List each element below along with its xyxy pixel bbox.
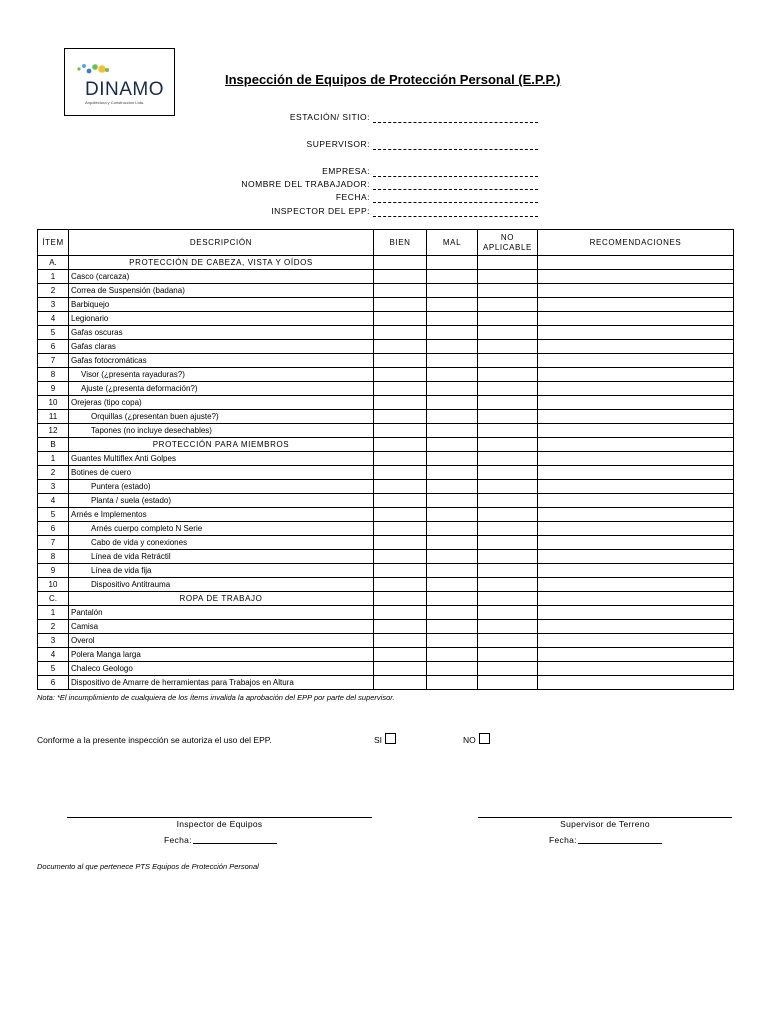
recomendaciones-cell[interactable] xyxy=(538,368,734,382)
item-number: 10 xyxy=(38,578,69,592)
no-checkbox[interactable] xyxy=(479,733,490,744)
bien-cell[interactable] xyxy=(374,354,427,368)
item-number: 6 xyxy=(38,340,69,354)
footer-document-ref: Documento al que pertenece PTS Equipos de Protección Personal xyxy=(37,862,259,871)
item-description: Cabo de vida y conexiones xyxy=(69,536,374,550)
table-row xyxy=(38,508,734,522)
item-number: 8 xyxy=(38,368,69,382)
item-number: 4 xyxy=(38,648,69,662)
item-description: Dispositivo de Amarre de herramientas para Trabajos en Altura xyxy=(69,676,374,690)
field-fecha[interactable] xyxy=(160,192,533,204)
table-row xyxy=(38,410,734,424)
field-label: NOMBRE DEL TRABAJADOR: xyxy=(241,179,370,189)
no-aplicable-cell[interactable] xyxy=(478,676,538,690)
table-row xyxy=(38,424,734,438)
no-aplicable-cell[interactable] xyxy=(478,284,538,298)
empty-cell xyxy=(374,438,427,452)
section-code: B xyxy=(38,438,69,452)
item-description: Orejeras (tipo copa) xyxy=(69,396,374,410)
no-aplicable-cell[interactable] xyxy=(478,424,538,438)
no-aplicable-cell[interactable] xyxy=(478,480,538,494)
mal-cell[interactable] xyxy=(427,354,478,368)
item-number: 6 xyxy=(38,522,69,536)
empty-cell xyxy=(427,438,478,452)
recomendaciones-cell[interactable] xyxy=(538,536,734,550)
item-number: 9 xyxy=(38,382,69,396)
inspector-signature-line[interactable] xyxy=(67,817,372,818)
item-description: Casco (carcaza) xyxy=(69,270,374,284)
bien-cell[interactable] xyxy=(374,410,427,424)
item-number: 1 xyxy=(38,270,69,284)
no-aplicable-cell[interactable] xyxy=(478,606,538,620)
item-description: Ajuste (¿presenta deformación?) xyxy=(69,382,374,396)
no-aplicable-cell[interactable] xyxy=(478,466,538,480)
no-aplicable-line1: NO xyxy=(500,232,515,242)
mal-cell[interactable] xyxy=(427,452,478,466)
recomendaciones-cell[interactable] xyxy=(538,396,734,410)
item-description: Barbiquejo xyxy=(69,298,374,312)
table-row xyxy=(38,354,734,368)
empty-cell xyxy=(427,256,478,270)
no-aplicable-cell[interactable] xyxy=(478,578,538,592)
no-aplicable-line2: APLICABLE xyxy=(483,242,532,252)
table-row xyxy=(38,648,734,662)
recomendaciones-cell[interactable] xyxy=(538,270,734,284)
document-title: Inspección de Equipos de Protección Personal (E.P.P.) xyxy=(225,72,561,87)
item-number: 12 xyxy=(38,424,69,438)
col-descripcion: DESCRIPCIÓN xyxy=(69,230,374,256)
item-number: 10 xyxy=(38,396,69,410)
item-description: Visor (¿presenta rayaduras?) xyxy=(69,368,374,382)
field-label: INSPECTOR DEL EPP: xyxy=(271,206,370,216)
supervisor-signature-line[interactable] xyxy=(478,817,732,818)
bien-cell[interactable] xyxy=(374,550,427,564)
table-body xyxy=(38,256,734,690)
mal-cell[interactable] xyxy=(427,368,478,382)
item-description: Guantes Multiflex Anti Golpes xyxy=(69,452,374,466)
item-number: 3 xyxy=(38,634,69,648)
no-aplicable-cell[interactable] xyxy=(478,382,538,396)
recomendaciones-cell[interactable] xyxy=(538,606,734,620)
mal-cell[interactable] xyxy=(427,536,478,550)
bien-cell[interactable] xyxy=(374,522,427,536)
no-aplicable-cell[interactable] xyxy=(478,634,538,648)
section-row xyxy=(38,256,734,270)
company-logo xyxy=(64,48,175,116)
section-code: C. xyxy=(38,592,69,606)
bien-cell[interactable] xyxy=(374,452,427,466)
mal-cell[interactable] xyxy=(427,648,478,662)
bien-cell[interactable] xyxy=(374,648,427,662)
recomendaciones-cell[interactable] xyxy=(538,340,734,354)
logo-dots-icon xyxy=(75,59,115,79)
no-aplicable-cell[interactable] xyxy=(478,620,538,634)
inspector-date[interactable] xyxy=(164,834,277,845)
table-row xyxy=(38,494,734,508)
no-aplicable-cell[interactable] xyxy=(478,508,538,522)
no-aplicable-cell[interactable] xyxy=(478,354,538,368)
no-aplicable-cell[interactable] xyxy=(478,550,538,564)
empty-cell xyxy=(538,256,734,270)
field-label: EMPRESA: xyxy=(322,166,370,176)
recomendaciones-cell[interactable] xyxy=(538,662,734,676)
mal-cell[interactable] xyxy=(427,662,478,676)
item-number: 5 xyxy=(38,326,69,340)
recomendaciones-cell[interactable] xyxy=(538,354,734,368)
bien-cell[interactable] xyxy=(374,620,427,634)
inspector-label: Inspector de Equipos xyxy=(176,819,263,829)
recomendaciones-cell[interactable] xyxy=(538,480,734,494)
table-row xyxy=(38,550,734,564)
logo-name: DINAMO xyxy=(85,79,164,100)
table-row xyxy=(38,466,734,480)
bien-cell[interactable] xyxy=(374,494,427,508)
item-number: 2 xyxy=(38,466,69,480)
mal-cell[interactable] xyxy=(427,270,478,284)
section-row xyxy=(38,438,734,452)
item-description: Gafas claras xyxy=(69,340,374,354)
mal-cell[interactable] xyxy=(427,564,478,578)
col-recomendaciones: RECOMENDACIONES xyxy=(538,230,734,256)
bien-cell[interactable] xyxy=(374,284,427,298)
mal-cell[interactable] xyxy=(427,396,478,410)
empty-cell xyxy=(478,438,538,452)
item-number: 2 xyxy=(38,284,69,298)
mal-cell[interactable] xyxy=(427,298,478,312)
bien-cell[interactable] xyxy=(374,466,427,480)
table-row xyxy=(38,620,734,634)
mal-cell[interactable] xyxy=(427,676,478,690)
table-header-row xyxy=(38,230,734,256)
item-number: 5 xyxy=(38,662,69,676)
bien-cell[interactable] xyxy=(374,382,427,396)
recomendaciones-cell[interactable] xyxy=(538,284,734,298)
recomendaciones-cell[interactable] xyxy=(538,648,734,662)
table-row xyxy=(38,634,734,648)
item-description: Puntera (estado) xyxy=(69,480,374,494)
item-description: Correa de Suspensión (badana) xyxy=(69,284,374,298)
no-aplicable-cell[interactable] xyxy=(478,270,538,284)
table-row xyxy=(38,606,734,620)
mal-cell[interactable] xyxy=(427,326,478,340)
bien-cell[interactable] xyxy=(374,270,427,284)
item-description: Chaleco Geologo xyxy=(69,662,374,676)
recomendaciones-cell[interactable] xyxy=(538,326,734,340)
no-aplicable-cell[interactable] xyxy=(478,536,538,550)
item-number: 4 xyxy=(38,312,69,326)
field-line[interactable] xyxy=(373,122,538,123)
bien-cell[interactable] xyxy=(374,298,427,312)
item-description: Dispositivo Antitrauma xyxy=(69,578,374,592)
table-row xyxy=(38,564,734,578)
field-supervisor[interactable] xyxy=(160,139,533,151)
item-description: Línea de vida fija xyxy=(69,564,374,578)
item-description: Arnés cuerpo completo N Serie xyxy=(69,522,374,536)
table-row xyxy=(38,522,734,536)
item-description: Botines de cuero xyxy=(69,466,374,480)
empty-cell xyxy=(538,438,734,452)
bien-cell[interactable] xyxy=(374,424,427,438)
table-row xyxy=(38,284,734,298)
note: Nota: *El incumplimiento de cualquiera de los ítems invalida la aprobación del EPP por parte del supervisor. xyxy=(37,693,395,702)
bien-cell[interactable] xyxy=(374,480,427,494)
bien-cell[interactable] xyxy=(374,676,427,690)
item-description: Tapones (no incluye desechables) xyxy=(69,424,374,438)
empty-cell xyxy=(538,592,734,606)
no-aplicable-cell[interactable] xyxy=(478,564,538,578)
mal-cell[interactable] xyxy=(427,480,478,494)
mal-cell[interactable] xyxy=(427,466,478,480)
inspector-date-line[interactable] xyxy=(193,834,277,844)
bien-cell[interactable] xyxy=(374,326,427,340)
bien-cell[interactable] xyxy=(374,606,427,620)
bien-cell[interactable] xyxy=(374,662,427,676)
conformity-text: Conforme a la presente inspección se autoriza el uso del EPP. xyxy=(37,735,272,745)
recomendaciones-cell[interactable] xyxy=(538,382,734,396)
bien-cell[interactable] xyxy=(374,578,427,592)
table-row xyxy=(38,662,734,676)
recomendaciones-cell[interactable] xyxy=(538,564,734,578)
item-number: 9 xyxy=(38,564,69,578)
item-description: Polera Manga larga xyxy=(69,648,374,662)
empty-cell xyxy=(374,592,427,606)
no-aplicable-cell[interactable] xyxy=(478,522,538,536)
bien-cell[interactable] xyxy=(374,312,427,326)
option-no-label: NO xyxy=(463,735,476,745)
item-number: 8 xyxy=(38,550,69,564)
item-number: 3 xyxy=(38,480,69,494)
item-number: 4 xyxy=(38,494,69,508)
no-aplicable-cell[interactable] xyxy=(478,340,538,354)
field-label: SUPERVISOR: xyxy=(306,139,370,149)
recomendaciones-cell[interactable] xyxy=(538,494,734,508)
no-aplicable-cell[interactable] xyxy=(478,312,538,326)
no-aplicable-cell[interactable] xyxy=(478,648,538,662)
item-description: Gafas fotocromáticas xyxy=(69,354,374,368)
section-title: ROPA DE TRABAJO xyxy=(69,592,374,606)
bien-cell[interactable] xyxy=(374,536,427,550)
supervisor-date[interactable] xyxy=(549,834,662,845)
item-number: 1 xyxy=(38,606,69,620)
mal-cell[interactable] xyxy=(427,508,478,522)
no-aplicable-cell[interactable] xyxy=(478,662,538,676)
recomendaciones-cell[interactable] xyxy=(538,410,734,424)
supervisor-date-line[interactable] xyxy=(578,834,662,844)
empty-cell xyxy=(478,592,538,606)
table-row xyxy=(38,368,734,382)
no-aplicable-cell[interactable] xyxy=(478,298,538,312)
table-row xyxy=(38,270,734,284)
recomendaciones-cell[interactable] xyxy=(538,452,734,466)
empty-cell xyxy=(427,592,478,606)
table-row xyxy=(38,396,734,410)
mal-cell[interactable] xyxy=(427,410,478,424)
field-line[interactable] xyxy=(373,189,538,190)
mal-cell[interactable] xyxy=(427,550,478,564)
item-description: Gafas oscuras xyxy=(69,326,374,340)
section-title: PROTECCIÓN DE CABEZA, VISTA Y OÍDOS xyxy=(69,256,374,270)
mal-cell[interactable] xyxy=(427,382,478,396)
field-line[interactable] xyxy=(373,176,538,177)
item-description: Arnés e Implementos xyxy=(69,508,374,522)
bien-cell[interactable] xyxy=(374,340,427,354)
col-bien: BIEN xyxy=(374,230,427,256)
option-no[interactable] xyxy=(463,733,490,745)
item-number: 5 xyxy=(38,508,69,522)
bien-cell[interactable] xyxy=(374,564,427,578)
item-description: Pantalón xyxy=(69,606,374,620)
field-estacion[interactable] xyxy=(160,112,533,124)
recomendaciones-cell[interactable] xyxy=(538,424,734,438)
table-row xyxy=(38,452,734,466)
no-aplicable-cell[interactable] xyxy=(478,396,538,410)
mal-cell[interactable] xyxy=(427,606,478,620)
no-aplicable-cell[interactable] xyxy=(478,452,538,466)
table-row xyxy=(38,382,734,396)
mal-cell[interactable] xyxy=(427,620,478,634)
item-description: Línea de vida Retráctil xyxy=(69,550,374,564)
inspection-table xyxy=(37,229,734,690)
field-inspector[interactable] xyxy=(160,206,533,218)
item-number: 7 xyxy=(38,354,69,368)
table-row xyxy=(38,340,734,354)
item-number: 2 xyxy=(38,620,69,634)
bien-cell[interactable] xyxy=(374,634,427,648)
field-label: ESTACIÓN/ SITIO: xyxy=(289,112,370,122)
mal-cell[interactable] xyxy=(427,284,478,298)
field-line[interactable] xyxy=(373,202,538,203)
item-number: 1 xyxy=(38,452,69,466)
empty-cell xyxy=(478,256,538,270)
recomendaciones-cell[interactable] xyxy=(538,298,734,312)
table-row xyxy=(38,676,734,690)
si-checkbox[interactable] xyxy=(385,733,396,744)
section-row xyxy=(38,592,734,606)
recomendaciones-cell[interactable] xyxy=(538,522,734,536)
table-row xyxy=(38,298,734,312)
table-row xyxy=(38,578,734,592)
mal-cell[interactable] xyxy=(427,424,478,438)
empty-cell xyxy=(374,256,427,270)
recomendaciones-cell[interactable] xyxy=(538,312,734,326)
item-description: Orquillas (¿presentan buen ajuste?) xyxy=(69,410,374,424)
recomendaciones-cell[interactable] xyxy=(538,676,734,690)
item-description: Legionario xyxy=(69,312,374,326)
mal-cell[interactable] xyxy=(427,522,478,536)
item-description: Planta / suela (estado) xyxy=(69,494,374,508)
supervisor-date-label: Fecha: xyxy=(549,835,577,845)
mal-cell[interactable] xyxy=(427,578,478,592)
no-aplicable-cell[interactable] xyxy=(478,368,538,382)
no-aplicable-cell[interactable] xyxy=(478,494,538,508)
bien-cell[interactable] xyxy=(374,368,427,382)
no-aplicable-cell[interactable] xyxy=(478,326,538,340)
col-mal: MAL xyxy=(427,230,478,256)
table-row xyxy=(38,312,734,326)
bien-cell[interactable] xyxy=(374,396,427,410)
item-description: Camisa xyxy=(69,620,374,634)
supervisor-label: Supervisor de Terreno xyxy=(560,819,650,829)
mal-cell[interactable] xyxy=(427,312,478,326)
option-si-label: SI xyxy=(374,735,383,745)
item-description: Overol xyxy=(69,634,374,648)
recomendaciones-cell[interactable] xyxy=(538,620,734,634)
col-no-aplicable xyxy=(478,230,538,256)
table-row xyxy=(38,480,734,494)
item-number: 11 xyxy=(38,410,69,424)
field-empresa[interactable] xyxy=(160,166,533,178)
inspector-date-label: Fecha: xyxy=(164,835,192,845)
table-row xyxy=(38,326,734,340)
item-number: 6 xyxy=(38,676,69,690)
no-aplicable-cell[interactable] xyxy=(478,410,538,424)
section-code: A. xyxy=(38,256,69,270)
field-line[interactable] xyxy=(373,149,538,150)
field-trabajador[interactable] xyxy=(160,179,533,191)
recomendaciones-cell[interactable] xyxy=(538,634,734,648)
recomendaciones-cell[interactable] xyxy=(538,508,734,522)
recomendaciones-cell[interactable] xyxy=(538,578,734,592)
option-si[interactable] xyxy=(374,733,396,745)
table-row xyxy=(38,536,734,550)
field-label: FECHA: xyxy=(335,192,370,202)
item-number: 3 xyxy=(38,298,69,312)
mal-cell[interactable] xyxy=(427,340,478,354)
field-line[interactable] xyxy=(373,216,538,217)
section-title: PROTECCIÓN PARA MIEMBROS xyxy=(69,438,374,452)
bien-cell[interactable] xyxy=(374,508,427,522)
recomendaciones-cell[interactable] xyxy=(538,466,734,480)
recomendaciones-cell[interactable] xyxy=(538,550,734,564)
mal-cell[interactable] xyxy=(427,634,478,648)
item-number: 7 xyxy=(38,536,69,550)
logo-subtitle: Arquitectura y Construcción Ltda. xyxy=(85,100,145,105)
mal-cell[interactable] xyxy=(427,494,478,508)
col-item: ÍTEM xyxy=(38,230,69,256)
